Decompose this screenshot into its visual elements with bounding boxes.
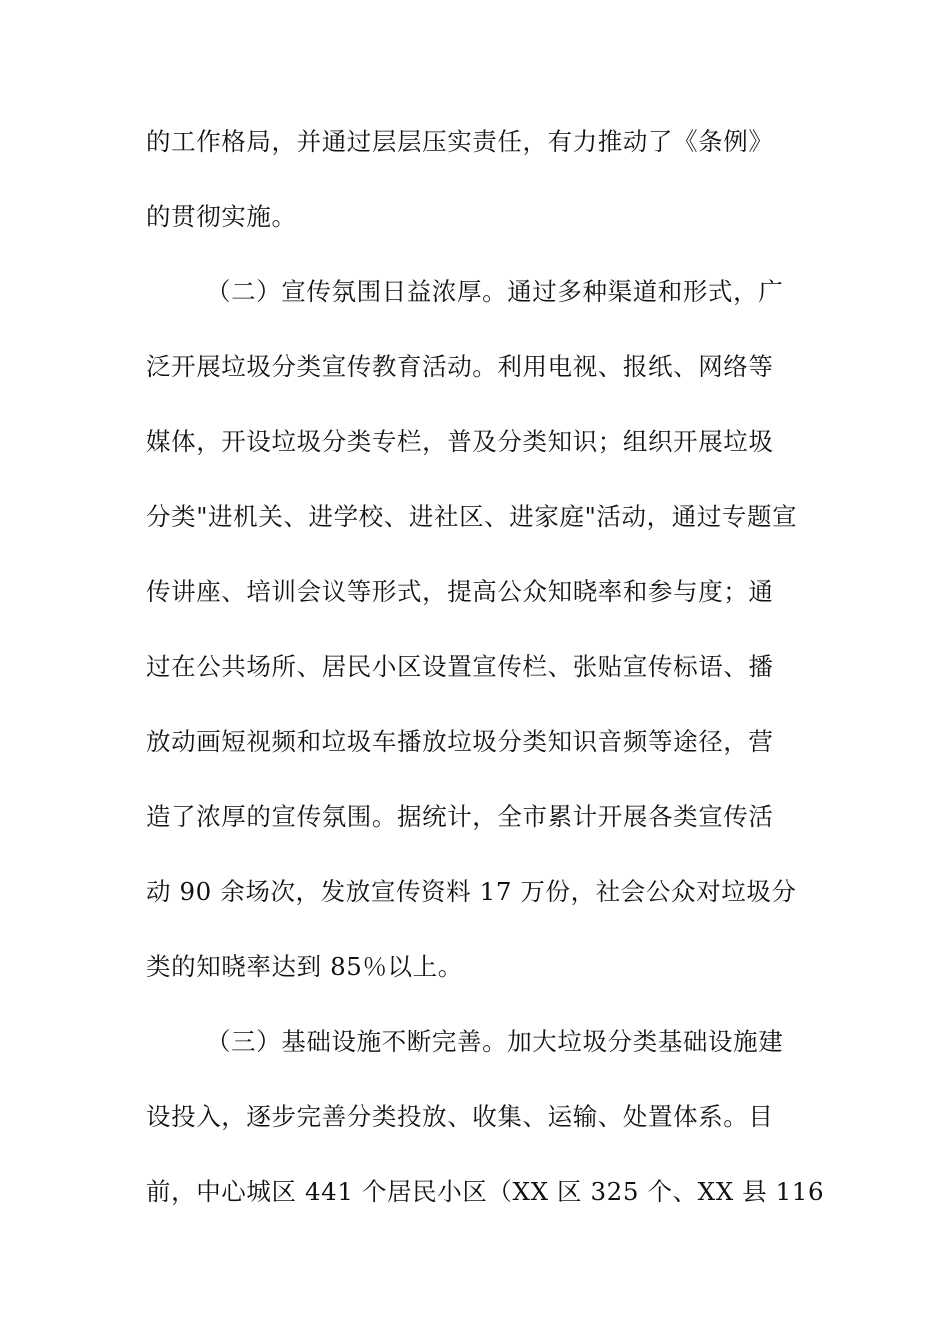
text-line: 的工作格局，并通过层层压实责任，有力推动了《条例》 [146,127,774,156]
text-line: 类的知晓率达到 85％以上。 [146,952,463,981]
text-line: 的贯彻实施。 [146,202,297,231]
section-heading-line: （三）基础设施不断完善。加大垃圾分类基础设施建 [206,1027,784,1056]
section-heading-line: （二）宣传氛围日益浓厚。通过多种渠道和形式，广 [206,277,784,306]
text-line: 泛开展垃圾分类宣传教育活动。利用电视、报纸、网络等 [146,352,774,381]
text-line: 动 90 余场次，发放宣传资料 17 万份，社会公众对垃圾分 [146,877,797,906]
text-line: 放动画短视频和垃圾车播放垃圾分类知识音频等途径，营 [146,727,774,756]
text-line: 过在公共场所、居民小区设置宣传栏、张贴宣传标语、播 [146,652,774,681]
text-line: 前，中心城区 441 个居民小区（XX 区 325 个、XX 县 116 [146,1177,825,1206]
text-line: 媒体，开设垃圾分类专栏，普及分类知识；组织开展垃圾 [146,427,774,456]
text-line: 造了浓厚的宣传氛围。据统计，全市累计开展各类宣传活 [146,802,774,831]
text-line: 传讲座、培训会议等形式，提高公众知晓率和参与度；通 [146,577,774,606]
text-line: 设投入，逐步完善分类投放、收集、运输、处置体系。目 [146,1102,774,1131]
text-line: 分类"进机关、进学校、进社区、进家庭"活动，通过专题宣 [146,502,798,531]
